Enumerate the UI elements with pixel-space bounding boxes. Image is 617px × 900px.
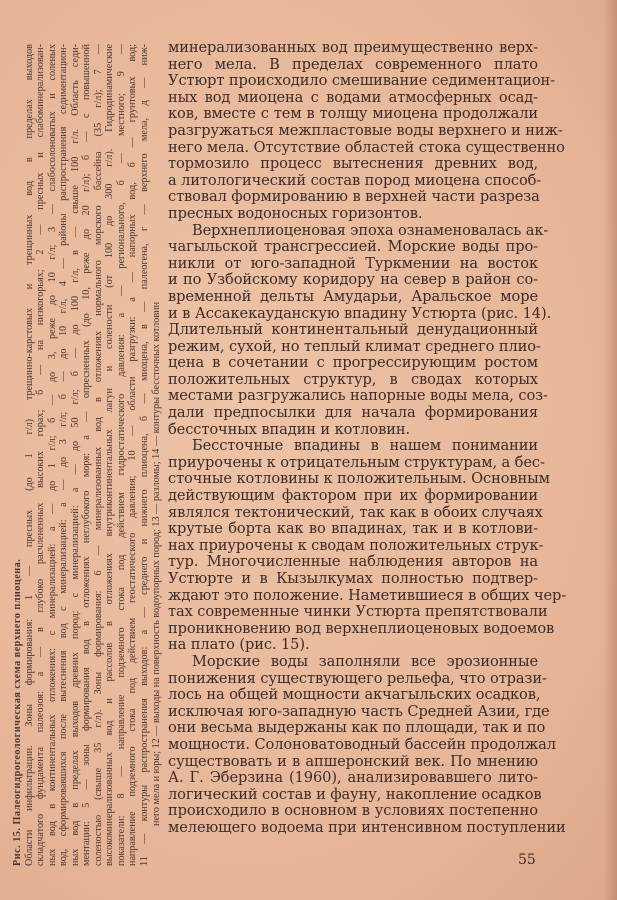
caption-line: ментации: 5 — зоны формирования вод в отложениях неглубокого моря: а — опресненных (до 10, реже до 20 г/л); б — с повышенной: [81, 44, 93, 866]
body-text: [168, 39, 567, 837]
text-line: Бессточные впадины в нашем понимании: [192, 437, 538, 455]
text-line: него мела. В пределах современного плато: [168, 55, 538, 73]
caption-line: вод, сформировавшихся после вытеснения вод с минерализацией: а — до 3 г/л; б — до 10 г/л, 4 — районы распространения седиментацион-: [58, 44, 70, 866]
caption-line: 11 — контуры распространения выходов: а — среднего и нижнего плиоцена, б — миоцена, в — палеогена, г — верхнего мела, д — ниж-: [139, 44, 151, 866]
caption-line: ных вод в континентальных отложениях: с минерализацией: а — до 1 г/л; б — до 3, реже до 10 г/л; 3 — слабосолоноватых и соленых: [46, 44, 58, 866]
caption-line: Области инфильтрации. Зоны формирования: 1 — пресных (до 1 г/л) трещинно-карстовых и трещинных вод в пределах выходов: [23, 44, 35, 866]
text-line: логический состав и фауну, накопление осадков: [168, 785, 542, 803]
text-line: разгружаться межпластовые воды верхнего и ниж-: [168, 121, 563, 139]
text-line: бессточных впадин и котловин.: [168, 420, 411, 438]
text-line: Устюрте и в Кызылкумах полностью подтвер-: [168, 570, 538, 587]
text-line: действующим фактором при их формировании: [168, 487, 538, 505]
text-line: сточные котловины к положительным. Основным: [168, 470, 550, 488]
text-line: Устюрт происходило смешивание седиментацион-: [168, 72, 556, 90]
text-line: чагыльской трансгрессией. Морские воды про-: [168, 238, 538, 256]
text-line: А. Г. Эберзина (1960), анализировавшего лито-: [168, 769, 538, 787]
text-line: положительных структур, в сводах которых: [168, 370, 538, 388]
text-line: пресных водоносных горизонтов.: [168, 204, 423, 222]
text-line: минерализованных вод преимущественно верх-: [168, 39, 538, 56]
text-line: тормозило процесс вытеснения древних вод,: [168, 155, 538, 173]
text-line: цена в сочетании с прогрессирующим ростом: [168, 354, 538, 372]
text-line: и по Узбойскому коридору на север в район со-: [168, 271, 538, 289]
text-line: него мела. Отсутствие областей стока существенно: [168, 138, 565, 156]
page-edge-shadow: [603, 0, 617, 900]
text-line: Морские воды заполняли все эрозионные: [192, 652, 538, 670]
text-line: тур. Многочисленные наблюдения авторов на: [168, 553, 538, 571]
caption-line: направление подземного стока под действием геостатического давления; 10 — области разгрузки: а — напорных вод, б — грунтовых вод;: [127, 44, 139, 866]
text-line: местами разгружались напорные воды мела, соз-: [168, 387, 548, 405]
text-line: происходило в основном в условиях постепенно: [168, 802, 538, 820]
caption-title: Рис. 15. Палеогидрогеологическая схема верхнего плиоцена.: [12, 558, 23, 866]
text-line: Верхнеплиоценовая эпоха ознаменовалась ак-: [192, 221, 549, 239]
caption-line: него мела и юры; 12 — выходы на поверхность водоупорных пород; 13 — разломы; 14 — контуры бессточных котловин: [150, 301, 162, 826]
text-line: режим, сухой, но теплый климат среднего плио-: [168, 337, 541, 355]
paragraph: [168, 221, 552, 439]
text-line: понижения существующего рельефа, что отрази-: [168, 669, 547, 687]
text-line: лось на общей мощности акчагыльских осадков,: [168, 686, 541, 704]
caption-line: показатели: 8 — направление подземного стока под действием гидростатического давления: а — регионального, б — местного; 9 —: [115, 44, 127, 866]
text-line: они весьма выдержаны как по площади, так и по: [168, 719, 546, 737]
caption-line: высокоминерализованных вод и рассолов в отложениях внутриконтинентальных лагун и солености (от 100 до 300 г/л). Гидродинамические: [104, 44, 116, 866]
text-line: крутые борта как во впадинах, так и в котлови-: [168, 520, 538, 538]
text-line: никли от юго-западной Туркмении на восток: [168, 254, 538, 272]
text-line: существовать и в апшеронский век. По мнению: [168, 752, 538, 770]
text-line: ствовал формированию в верхней части разреза: [168, 188, 540, 206]
caption-line: ных вод в пределах выходов древних пород: с минерализацией: а — до 50 г/л; б — до 100 г/л, в — свыше 100 г/л. Область седи-: [69, 44, 81, 866]
text-line: проникновению вод верхнеплиоценовых водоемов: [168, 619, 555, 637]
paragraph: [168, 437, 567, 654]
paragraph: [168, 39, 565, 223]
text-line: а литологический состав пород миоцена способ-: [168, 171, 542, 189]
text-line: исключая юго-западную часть Средней Азии, где: [168, 702, 550, 720]
paragraph: [168, 652, 566, 837]
text-line: дали предпосылки для начала формирования: [168, 404, 538, 422]
text-line: ждают это положение. Наметившиеся в общих чер-: [168, 586, 567, 604]
caption-line: складчатого фундамента палеозоя: а — в глубоко расчлененных высоких горах; б — на низкогорьях; 2 — пресных и слабоминерализован-: [35, 44, 47, 866]
text-line: на плато (рис. 15).: [168, 636, 310, 654]
text-line: ков, вместе с тем в толщу миоцена продолжали: [168, 105, 538, 123]
text-line: являлся тектонический, так как в обоих случаях: [168, 503, 543, 521]
figure-caption: [12, 44, 162, 866]
text-line: нах приурочены к сводам положительных струк-: [168, 536, 544, 554]
text-line: приурочены к отрицательным структурам, а бес-: [168, 453, 545, 471]
caption-line: соленостью (свыше 35 г/л). Зоны формирования: 6 — минерализованных вод в отложениях нормального морского бассейна (35 г/л); 7 —: [92, 44, 104, 866]
text-line: временной дельты Амударьи, Аральское море: [168, 287, 538, 305]
text-line: мощности. Солоноватоводный бассейн продолжал: [168, 735, 556, 753]
text-line: ных вод миоцена с водами атмосферных осад-: [168, 88, 538, 106]
page-number: 55: [518, 852, 536, 868]
text-line: и в Ассакекауданскую впадину Устюрта (рис. 14).: [168, 304, 552, 322]
text-line: тах современные чинки Устюрта препятствовали: [168, 603, 548, 621]
text-line: Длительный континентальный денудационный: [168, 321, 538, 339]
text-line: мелеющего водоема при интенсивном поступлении: [168, 818, 566, 836]
